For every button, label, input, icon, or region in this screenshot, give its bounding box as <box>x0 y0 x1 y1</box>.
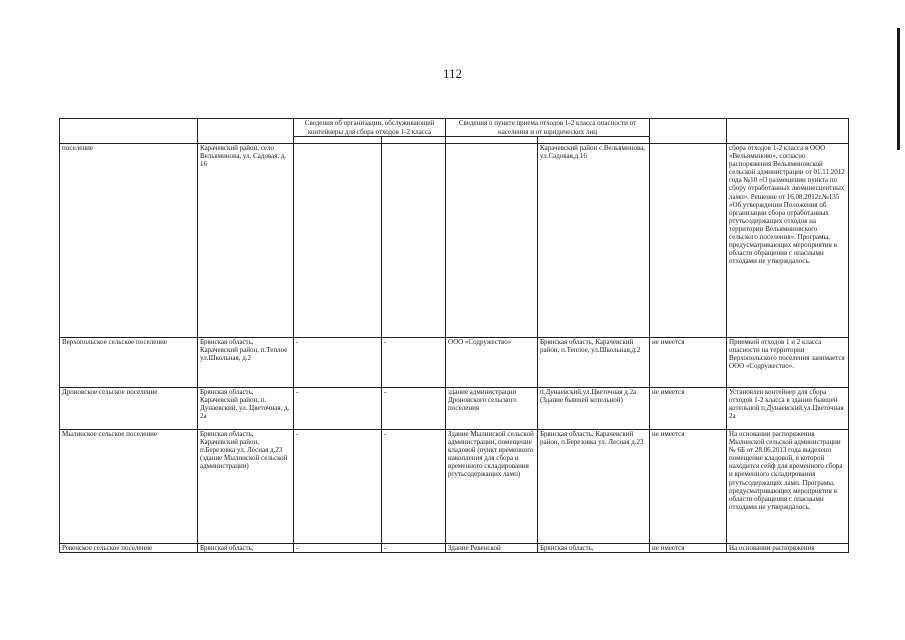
point-org-cell: Здание Ревенской <box>446 544 538 553</box>
org-detail-cell: - <box>382 338 446 388</box>
table-row <box>60 430 849 544</box>
notes-cell: На основании распоряжения <box>727 544 849 553</box>
table-row <box>60 338 849 388</box>
page-number: 112 <box>442 66 463 81</box>
address-cell: Брянская область, Карачевский район, п.Березовка ул. Лесная д.23 (здание Мылинской сельской администрации) <box>198 430 294 544</box>
settlement-cell: Ревенское сельское поселение <box>60 544 198 553</box>
point-org-cell: здание администрации Дроновского сельского поселения <box>446 388 538 430</box>
org-detail-cell: - <box>382 544 446 553</box>
org-detail-cell <box>382 144 446 338</box>
point-address-cell: Брянская область, Карачевский район, п.Теплое, ул.Школьная,д.2 <box>538 338 650 388</box>
address-cell: Брянская область, <box>198 544 294 553</box>
point-address-cell: п.Дунаевский,ул.Цветочная д.2а (Здание бывшей котельной) <box>538 388 650 430</box>
org-name-cell: - <box>294 544 382 553</box>
table-row <box>60 388 849 430</box>
waste-collection-table <box>59 118 849 553</box>
subheader-cell <box>294 137 382 144</box>
subheader-cell <box>446 137 538 144</box>
org-detail-cell: - <box>382 430 446 544</box>
point-address-cell: Брянская область, Карачевский район, п.Березовка ул. Лесная д.23 <box>538 430 650 544</box>
point-org-cell: ООО «Содружество» <box>446 338 538 388</box>
notes-cell: сбора отходов 1-2 класса в ООО «Вельяминово», согласно распоряжения Вельяминовской сельской администрации от 01.11.2012 года №10 «О размещении пункта по сбору отработанных люминесцентных ламп». Решение от 16.08.2012г.№135 «Об утверждении Положения об организации сбора отработанных ртутьсодержащих отходов на территории Вельяминовского сельского поселения». Програмы, предусматривающих мероприятия в области обращения с опасными отходами не утверждалось. <box>727 144 849 338</box>
scan-edge-mark <box>897 28 900 150</box>
table-header-row <box>60 119 849 137</box>
address-cell: Брянская область, Карачевский район, п. Дунаевский, ул. Цветочная, д. 2а <box>198 388 294 430</box>
settlement-cell: Верхопольское сельское поселение <box>60 338 198 388</box>
table-row <box>60 544 849 553</box>
header-cell-notes <box>727 119 849 144</box>
org-name-cell: - <box>294 338 382 388</box>
settlement-cell: Дроновское сельское поселение <box>60 388 198 430</box>
notes-cell: Установлен контейнер для сбора отходов 1-2 класса в здании бывшей котельной п.Дунаевский,ул.Цветочная 2а <box>727 388 849 430</box>
org-detail-cell: - <box>382 388 446 430</box>
subheader-cell <box>382 137 446 144</box>
table-row <box>60 144 849 338</box>
license-cell: не имеется <box>650 388 727 430</box>
settlement-cell: Мылинское сельское поселение <box>60 430 198 544</box>
point-address-cell: Карачевский район с.Вельяминова, ул.Садовая,д.16 <box>538 144 650 338</box>
point-org-cell <box>446 144 538 338</box>
notes-cell: Приемкой отходов 1 и 2 класса опасности на территории Верхопольского поселения занимается ООО «Содружество». <box>727 338 849 388</box>
point-org-cell: Здание Мылинской сельской администрации, помещение кладовой (пункт временного накопления для сбора и временного складирования ртутьсодержащих ламп) <box>446 430 538 544</box>
org-name-cell: - <box>294 388 382 430</box>
license-cell: не имеется <box>650 544 727 553</box>
header-cell-settlement <box>60 119 198 144</box>
license-cell <box>650 144 727 338</box>
subheader-cell <box>538 137 650 144</box>
address-cell: Брянская область, Карачевский район, п.Теплое ул.Школьная, д.2 <box>198 338 294 388</box>
header-point-group: Сведения о пункте приема отходов 1-2 класса опасности от населения и от юридических лиц <box>446 119 650 137</box>
address-cell: Карачевский район, село Вельяминова, ул. Садовая, д. 16 <box>198 144 294 338</box>
notes-cell: На основании распоряжения Мылинской сельской администрации № 6Б от 28.06.2013 года выделено помещение кладовой, в которой находится сейф для временного сбора и временного складирования ртутьсодержащих ламп. Програмы, предусматривающих мероприятия в области обращения с опасными отходами не утверждалось. <box>727 430 849 544</box>
settlement-cell: поселение <box>60 144 198 338</box>
header-cell-license <box>650 119 727 144</box>
org-name-cell: - <box>294 430 382 544</box>
header-org-group: Сведения об организации, обслуживающей контейнеры для сбора отходов 1-2 класса <box>294 119 446 137</box>
point-address-cell: Брянская область, <box>538 544 650 553</box>
org-name-cell <box>294 144 382 338</box>
header-cell-address <box>198 119 294 144</box>
license-cell: не имеется <box>650 338 727 388</box>
license-cell: не имеется <box>650 430 727 544</box>
